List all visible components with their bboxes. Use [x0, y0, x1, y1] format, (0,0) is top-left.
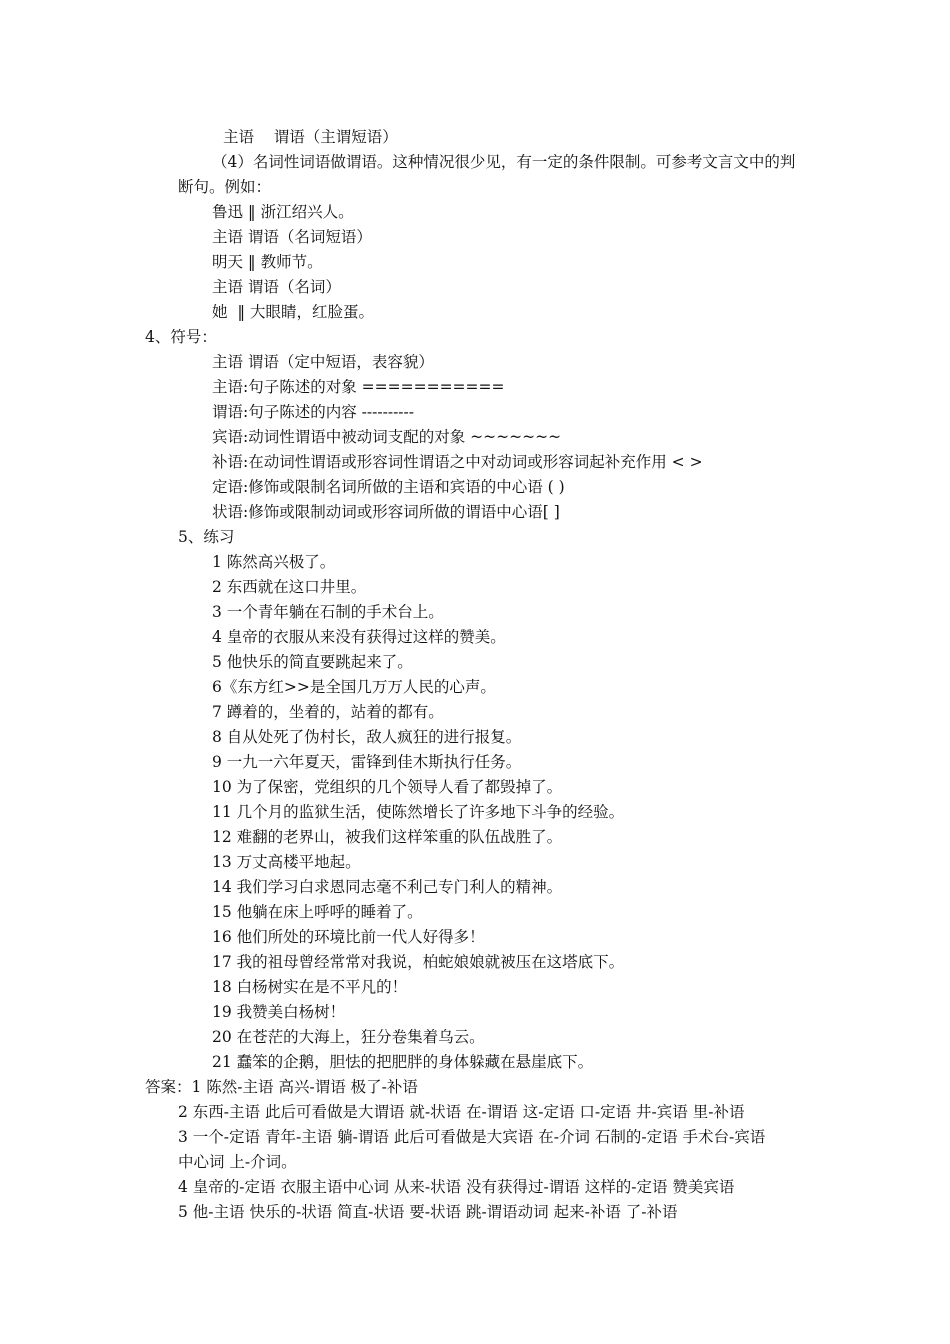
example-2-note: 主语 谓语（名词） [212, 278, 341, 296]
exercise-item: 21 蠢笨的企鹅，胆怯的把肥胖的身体躲藏在悬崖底下。 [212, 1053, 594, 1071]
symbol-item: 定语:修饰或限制名词所做的主语和宾语的中心语 ( ) [212, 478, 565, 496]
symbol-item: 主语:句子陈述的对象 =========== [212, 378, 505, 396]
intro-line-1: 主语 谓语（主谓短语） [223, 128, 398, 146]
exercise-item: 20 在苍茫的大海上，狂分卷集着乌云。 [212, 1028, 485, 1046]
exercise-item: 1 陈然高兴极了。 [212, 553, 336, 571]
exercise-item: 7 蹲着的，坐着的，站着的都有。 [212, 703, 444, 721]
exercise-item: 3 一个青年躺在石制的手术台上。 [212, 603, 444, 621]
exercise-item: 12 难翻的老界山，被我们这样笨重的队伍战胜了。 [212, 828, 563, 846]
answer-line: 答案：1 陈然-主语 高兴-谓语 极了-补语 [145, 1078, 418, 1096]
exercise-item: 8 自从处死了伪村长，敌人疯狂的进行报复。 [212, 728, 522, 746]
exercise-item: 18 白杨树实在是不平凡的！ [212, 978, 408, 996]
exercise-item: 15 他躺在床上呼呼的睡着了。 [212, 903, 423, 921]
exercise-item: 4 皇帝的衣服从来没有获得过这样的赞美。 [212, 628, 506, 646]
intro-line-3: 断句。例如： [178, 178, 272, 196]
symbol-item: 宾语:动词性谓语中被动词支配的对象 ~~~~~~~ [212, 428, 562, 446]
symbol-item: 补语:在动词性谓语或形容词性谓语之中对动词或形容词起补充作用 < > [212, 453, 703, 471]
exercise-item: 9 一九一六年夏天，雷锋到佳木斯执行任务。 [212, 753, 522, 771]
answer-line: 中心词 上-介词。 [178, 1153, 297, 1171]
symbol-item: 状语:修饰或限制动词或形容词所做的谓语中心语[ ] [212, 503, 560, 521]
exercise-item: 13 万丈高楼平地起。 [212, 853, 361, 871]
exercise-item: 2 东西就在这口井里。 [212, 578, 367, 596]
answer-line: 4 皇帝的-定语 衣服主语中心词 从来-状语 没有获得过-谓语 这样的-定语 赞美宾语 [178, 1178, 735, 1196]
exercise-item: 19 我赞美白杨树！ [212, 1003, 346, 1021]
example-3: 她 ‖ 大眼睛，红脸蛋。 [212, 303, 375, 321]
exercise-item: 6《东方红>>是全国几万万人民的心声。 [212, 678, 496, 696]
exercise-item: 14 我们学习白求恩同志毫不利己专门利人的精神。 [212, 878, 563, 896]
intro-line-2: （4）名词性词语做谓语。这种情况很少见，有一定的条件限制。可参考文言文中的判 [212, 153, 796, 171]
example-1: 鲁迅 ‖ 浙江绍兴人。 [212, 203, 354, 221]
answer-line: 3 一个-定语 青年-主语 躺-谓语 此后可看做是大宾语 在-介词 石制的-定语 手术台-宾语 [178, 1128, 766, 1146]
symbols-heading: 4、符号： [145, 328, 217, 346]
symbol-item: 主语 谓语（定中短语，表容貌） [212, 353, 434, 371]
exercise-item: 17 我的祖母曾经常常对我说，柏蛇娘娘就被压在这塔底下。 [212, 953, 625, 971]
exercise-item: 11 几个月的监狱生活，使陈然增长了许多地下斗争的经验。 [212, 803, 625, 821]
example-2: 明天 ‖ 教师节。 [212, 253, 323, 271]
symbol-item: 谓语:句子陈述的内容 ---------- [212, 403, 415, 421]
answer-line: 5 他-主语 快乐的-状语 简直-状语 要-状语 跳-谓语动词 起来-补语 了-补语 [178, 1203, 678, 1221]
exercise-item: 10 为了保密，党组织的几个领导人看了都毁掉了。 [212, 778, 563, 796]
exercise-item: 5 他快乐的简直要跳起来了。 [212, 653, 413, 671]
exercise-heading: 5、练习 [178, 528, 235, 546]
answer-line: 2 东西-主语 此后可看做是大谓语 就-状语 在-谓语 这-定语 口-定语 井-宾语 里-补语 [178, 1103, 745, 1121]
example-1-note: 主语 谓语（名词短语） [212, 228, 372, 246]
exercise-item: 16 他们所处的环境比前一代人好得多！ [212, 928, 485, 946]
